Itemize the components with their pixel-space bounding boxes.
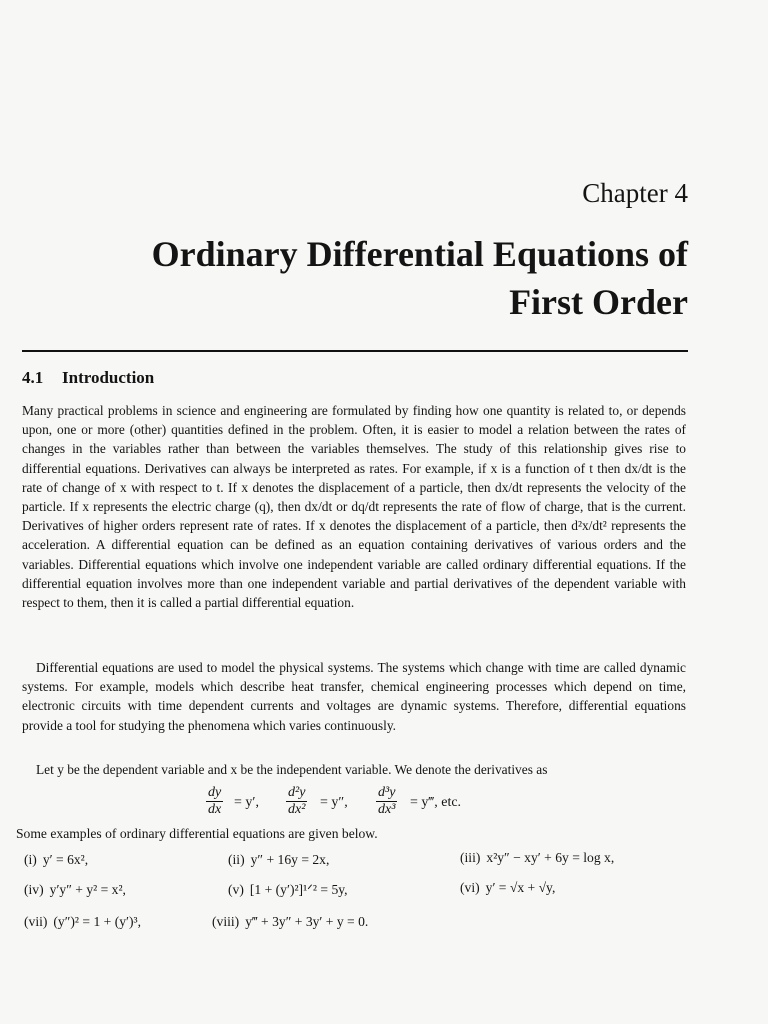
example-equation: [1 + (y′)²]¹ᐟ² = 5y,: [249, 882, 348, 897]
example-equation: y‴ + 3y″ + 3y′ + y = 0.: [245, 914, 369, 929]
derivative-notation: [0, 785, 768, 825]
fraction-numerator: d²y: [288, 785, 306, 800]
example-item: [24, 852, 88, 868]
fraction-numerator: d³y: [378, 785, 396, 800]
fraction-numerator: dy: [208, 785, 222, 800]
paragraph-dynamic-systems: Differential equations are used to model the physical systems. The systems which change with time are called dynamic systems. For example, models which describe heat transfer, chemical engineering processes which depend on time, electronic circuits with time dependent currents and voltages are dynamic systems. Therefore, differential equations provide a tool for studying the phenomena which varies continuously.: [22, 660, 686, 733]
fraction-d3y-dx3: [376, 785, 397, 818]
derivative-equals-2: = y″,: [320, 795, 348, 810]
example-label: (vi): [460, 880, 480, 895]
fraction-denominator: dx³: [378, 802, 396, 817]
paragraph-intro: Many practical problems in science and engineering are formulated by finding how one quantity is related to, or depends upon, one or more (other) quantities defined in the problem. Often, it is easier to model a relation between the rates of changes in the variables rather than between the variables themselves. The study of this relationship gives rise to differential equations. Derivatives can always be interpreted as rates. For example, if x is a function of t then dx/dt is the rate of change of x with respect to t. If x denotes the displacement of a particle, then dx/dt represents the velocity of the particle. If x represents the electric charge (q), then dx/dt or dq/dt represents the rate of flow of charge, that is the current. Derivatives of higher orders represent rate of rates. If x denotes the displacement of a particle, then d²x/dt² represents the acceleration. A differential equation can be defined as an equation containing derivatives of various orders and the variables. Differential equations which involve one independent variable are called ordinary differential equations. If the differential equation involves more than one independent variable and partial derivatives of the dependent variable with respect to them, then it is called a partial differential equation.: [22, 403, 686, 611]
section-number: 4.1: [22, 368, 44, 387]
chapter-title: [48, 230, 688, 326]
example-item: [212, 914, 368, 930]
example-item: [24, 914, 141, 930]
example-equation: y′ = √x + √y,: [485, 880, 556, 895]
example-item: [24, 882, 126, 898]
chapter-label: Chapter 4: [582, 178, 688, 208]
example-equation: y″ + 16y = 2x,: [250, 852, 330, 867]
paragraph-derivatives: Let y be the dependent variable and x be the independent variable. We denote the derivatives as: [36, 762, 548, 777]
example-label: (v): [228, 882, 244, 897]
example-label: (iii): [460, 850, 481, 865]
example-equation: (y″)² = 1 + (y′)³,: [53, 914, 142, 929]
section-heading: [22, 368, 154, 388]
chapter-title-line-1: Ordinary Differential Equations of: [151, 234, 688, 274]
fraction-d2y-dx2: [286, 785, 307, 818]
fraction-dy-dx: [206, 785, 223, 818]
chapter-divider: [22, 350, 688, 352]
example-label: (vii): [24, 914, 48, 929]
derivative-equals-1: = y′,: [234, 795, 259, 810]
fraction-denominator: dx²: [288, 802, 306, 817]
section-title: Introduction: [62, 368, 155, 387]
example-label: (iv): [24, 882, 44, 897]
example-label: (i): [24, 852, 37, 867]
derivative-equals-3: = y‴, etc.: [410, 795, 462, 810]
fraction-denominator: dx: [208, 802, 222, 817]
example-equation: y′ = 6x²,: [42, 852, 89, 867]
example-item: [228, 852, 329, 868]
example-equation: y′y″ + y² = x²,: [49, 882, 126, 897]
chapter-title-line-2: First Order: [509, 282, 688, 322]
example-item: [460, 850, 614, 866]
example-item: [228, 882, 348, 898]
example-item: [460, 880, 555, 896]
examples-intro: Some examples of ordinary differential equations are given below.: [16, 826, 378, 841]
example-equation: x²y″ − xy′ + 6y = log x,: [486, 850, 615, 865]
example-label: (ii): [228, 852, 245, 867]
example-label: (viii): [212, 914, 240, 929]
